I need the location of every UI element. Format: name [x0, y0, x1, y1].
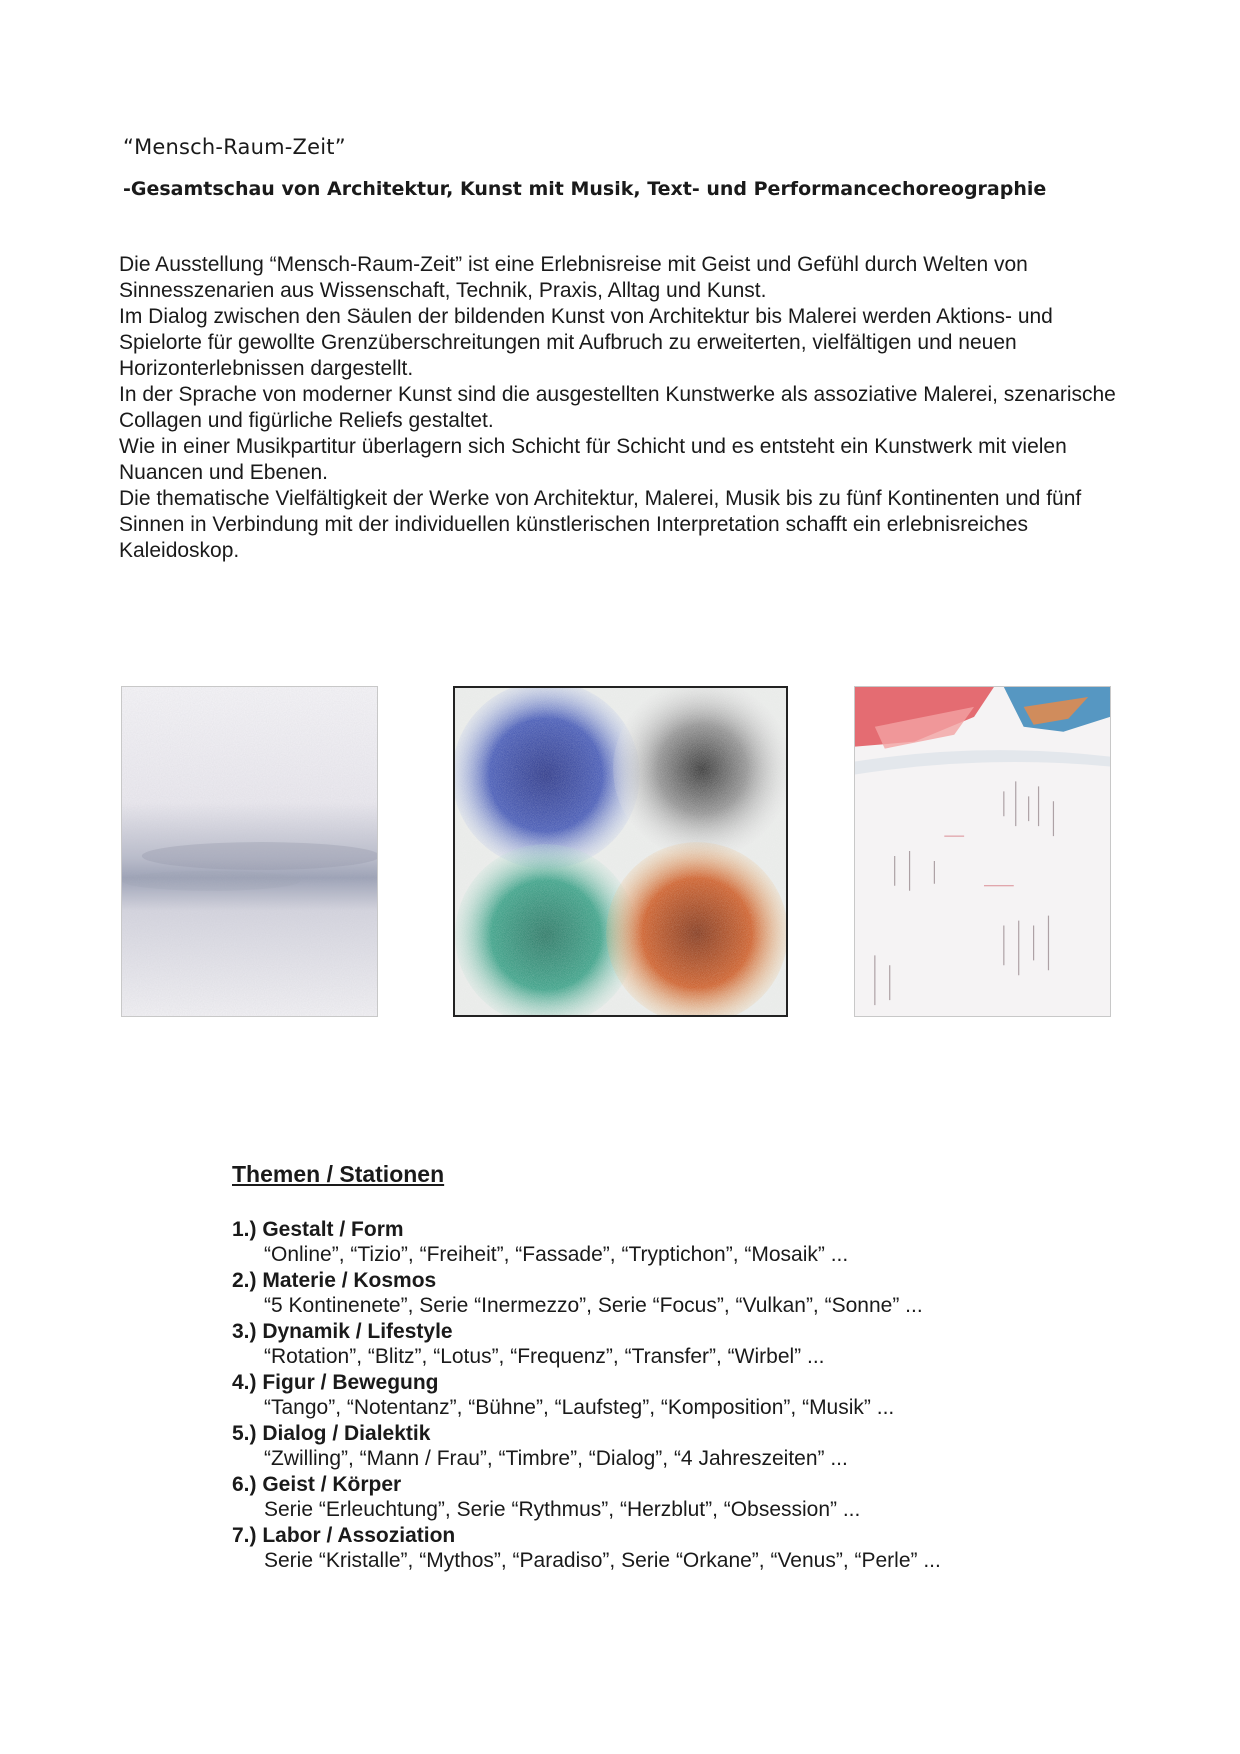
- station-works: Serie “Erleuchtung”, Serie “Rythmus”, “Herzblut”, “Obsession” ...: [264, 1498, 861, 1521]
- list-item: [232, 1472, 1132, 1523]
- station-works: “Online”, “Tizio”, “Freiheit”, “Fassade”, “Tryptichon”, “Mosaik” ...: [264, 1243, 849, 1266]
- station-title: 2.) Materie / Kosmos: [232, 1269, 437, 1292]
- intro-paragraph: Wie in einer Musikpartitur überlagern sich Schicht für Schicht und es entsteht ein Kunstwerk mit vielen Nuancen und Ebenen.: [119, 435, 1067, 484]
- list-item: [232, 1319, 1132, 1370]
- four-burst-painting-icon: [455, 688, 786, 1015]
- station-title: 3.) Dynamik / Lifestyle: [232, 1320, 453, 1343]
- list-item: [232, 1217, 1132, 1268]
- grey-white-textured-painting-icon: [122, 687, 377, 1016]
- list-item: [232, 1421, 1132, 1472]
- list-item: [232, 1523, 1132, 1574]
- artwork-image-1: [121, 686, 378, 1017]
- station-title: 7.) Labor / Assoziation: [232, 1524, 456, 1547]
- station-works: “Rotation”, “Blitz”, “Lotus”, “Frequenz”, “Transfer”, “Wirbel” ...: [264, 1345, 825, 1368]
- intro-paragraph: Im Dialog zwischen den Säulen der bildenden Kunst von Architektur bis Malerei werden Aktions- und Spielorte für gewollte Grenzüberschreitungen mit Aufbruch zu erweiterten, vielfältigen und neuen Horizonterlebnissen dargestellt.: [119, 305, 1053, 380]
- station-works: “5 Kontinenete”, Serie “Inermezzo”, Serie “Focus”, “Vulkan”, “Sonne” ...: [264, 1294, 923, 1317]
- station-title: 6.) Geist / Körper: [232, 1473, 402, 1496]
- stations-heading: Themen / Stationen: [232, 1161, 445, 1187]
- intro-paragraph: Die Ausstellung “Mensch-Raum-Zeit” ist eine Erlebnisreise mit Geist und Gefühl durch Welten von Sinnesszenarien aus Wissenschaft, Technik, Praxis, Alltag und Kunst.: [119, 253, 1028, 302]
- station-title: 4.) Figur / Bewegung: [232, 1371, 439, 1394]
- artwork-image-2: [453, 686, 788, 1017]
- station-works: “Zwilling”, “Mann / Frau”, “Timbre”, “Dialog”, “4 Jahreszeiten” ...: [264, 1447, 848, 1470]
- artwork-image-3: [854, 686, 1111, 1017]
- document-subtitle: -Gesamtschau von Architektur, Kunst mit Musik, Text- und Performancechoreographie: [123, 178, 1047, 200]
- station-title: 5.) Dialog / Dialektik: [232, 1422, 431, 1445]
- white-abstract-painting-icon: [855, 687, 1110, 1016]
- station-title: 1.) Gestalt / Form: [232, 1218, 404, 1241]
- intro-paragraph: In der Sprache von moderner Kunst sind die ausgestellten Kunstwerke als assoziative Malerei, szenarische Collagen und figürliche Reliefs gestaltet.: [119, 383, 1116, 432]
- station-works: Serie “Kristalle”, “Mythos”, “Paradiso”, Serie “Orkane”, “Venus”, “Perle” ...: [264, 1549, 941, 1572]
- list-item: [232, 1370, 1132, 1421]
- document-title: “Mensch-Raum-Zeit”: [123, 135, 346, 160]
- station-works: “Tango”, “Notentanz”, “Bühne”, “Laufsteg”, “Komposition”, “Musik” ...: [264, 1396, 895, 1419]
- intro-text: [119, 252, 1129, 564]
- intro-paragraph: Die thematische Vielfältigkeit der Werke von Architektur, Malerei, Musik bis zu fünf Kontinenten und fünf Sinnen in Verbindung mit der individuellen künstlerischen Interpretation schafft ein erlebnisreiches Kaleidoskop.: [119, 487, 1082, 562]
- stations-list: [232, 1217, 1132, 1574]
- list-item: [232, 1268, 1132, 1319]
